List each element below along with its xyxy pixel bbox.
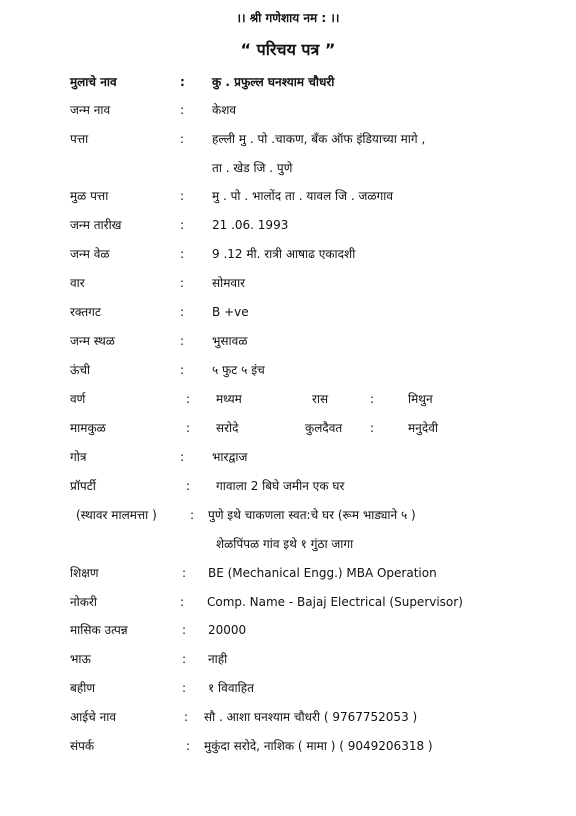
field-colon: : [184,710,189,724]
field-value: Comp. Name - Bajaj Electrical (Supervisor) [207,595,463,609]
field-label-secondary: रास [312,392,329,406]
field-colon: : [180,305,185,319]
field-value: B +ve [212,305,249,319]
field-label: मुलाचे नाव [70,75,117,89]
field-colon: : [186,392,191,406]
field-row-height [0,360,576,380]
field-label: (स्थावर मालमत्ता ) [76,508,157,522]
field-label: मुळ पत्ता [70,189,109,203]
field-row-contact [0,736,576,756]
field-value: भुसावळ [212,334,248,348]
field-row-property [0,476,576,496]
field-value: 21 .06. 1993 [212,218,289,232]
field-colon: : [180,103,185,117]
field-label-secondary: कुलदैवत [305,421,343,435]
field-value-secondary: मनुदेवी [408,421,438,435]
field-value: सरोदे [216,421,239,435]
field-value: पुणे इथे चाकणला स्वत:चे घर (रूम भाड्याने ५ ) [208,508,416,522]
field-colon: : [186,421,191,435]
field-label: जन्म वेळ [70,247,110,261]
field-colon: : [180,75,185,89]
field-label: बहीण [70,681,96,695]
field-value: हल्ली मु . पो .चाकण, बँक ऑफ इंडियाच्या मागे , [212,132,426,146]
field-colon: : [180,595,185,609]
field-value: नाही [208,652,228,666]
field-colon: : [182,623,187,637]
field-row-education [0,563,576,583]
field-colon-secondary: : [370,392,375,406]
field-row-immovable-property-continued [0,534,576,554]
field-value-continued: शेळपिंपळ गांव इथे १ गुंठा जागा [216,537,354,551]
field-row-sister [0,678,576,698]
field-value: 9 .12 मी. रात्री आषाढ एकादशी [212,247,356,261]
field-value: मध्यम [216,392,242,406]
field-row-complexion [0,389,576,409]
field-label: शिक्षण [70,566,99,580]
field-colon: : [182,566,187,580]
field-value: सोमवार [212,276,246,290]
field-value: मु . पो . भालोंद ता . यावल जि . जळगाव [212,189,394,203]
field-colon: : [180,132,185,146]
field-value: गावाला 2 बिघे जमीन एक घर [216,479,345,493]
field-label: ऊंची [70,363,91,377]
field-row-blood-group [0,302,576,322]
field-label: मासिक उत्पन्न [70,623,128,637]
field-row-mother-name [0,707,576,727]
field-row-brother [0,649,576,669]
field-colon: : [180,276,185,290]
field-row-birth-place [0,331,576,351]
field-label: वार [70,276,85,290]
field-row-birth-time [0,244,576,264]
field-label: पत्ता [70,132,89,146]
field-label: मामकुळ [70,421,106,435]
field-colon: : [180,218,185,232]
field-row-birth-date [0,215,576,235]
field-value: भारद्वाज [212,450,248,464]
field-label: जन्म तारीख [70,218,122,232]
field-colon: : [180,189,185,203]
field-value-secondary: मिथुन [408,392,433,406]
document-title: “ परिचय पत्र ” [240,40,336,59]
field-row-native-address [0,186,576,206]
field-row-monthly-income [0,620,576,640]
field-colon: : [186,479,191,493]
field-label: संपर्क [70,739,95,753]
field-label: जन्म नाव [70,103,111,117]
field-label: वर्ण [70,392,86,406]
field-row-address [0,129,576,149]
field-label: गोत्र [70,450,87,464]
field-colon: : [180,363,185,377]
field-value: केशव [212,103,237,117]
field-colon-secondary: : [370,421,375,435]
invocation-heading: ।। श्री गणेशाय नम : ।। [236,11,340,25]
field-row-job [0,592,576,612]
field-row-maternal-clan [0,418,576,438]
field-colon: : [182,681,187,695]
field-row-birth-name [0,100,576,120]
field-value-continued: ता . खेड जि . पुणे [212,161,293,175]
field-colon: : [190,508,195,522]
field-colon: : [180,334,185,348]
field-value: कु . प्रफुल्ल घनश्याम चौधरी [212,75,335,89]
field-value: मुकुंदा सरोदे, नाशिक ( मामा ) ( 9049206318 ) [204,739,433,753]
field-label: नोकरी [70,595,98,609]
field-colon: : [182,652,187,666]
field-value: 20000 [208,623,247,637]
field-row-address-continued [0,158,576,178]
field-row-gotra [0,447,576,467]
field-colon: : [180,450,185,464]
field-label: भाऊ [70,652,91,666]
field-colon: : [180,247,185,261]
field-colon: : [186,739,191,753]
field-label: रक्तगट [70,305,101,319]
field-value: BE (Mechanical Engg.) MBA Operation [208,566,437,580]
field-value: सौ . आशा घनश्याम चौधरी ( 9767752053 ) [204,710,418,724]
field-row-weekday [0,273,576,293]
field-label: आईचे नाव [70,710,117,724]
field-value: ५ फुट ५ इंच [212,363,265,377]
field-label: जन्म स्थळ [70,334,115,348]
field-value: १ विवाहित [208,681,254,695]
field-label: प्रॉपर्टी [70,479,96,493]
field-row-groom-name [0,72,576,92]
field-row-immovable-property [0,505,576,525]
